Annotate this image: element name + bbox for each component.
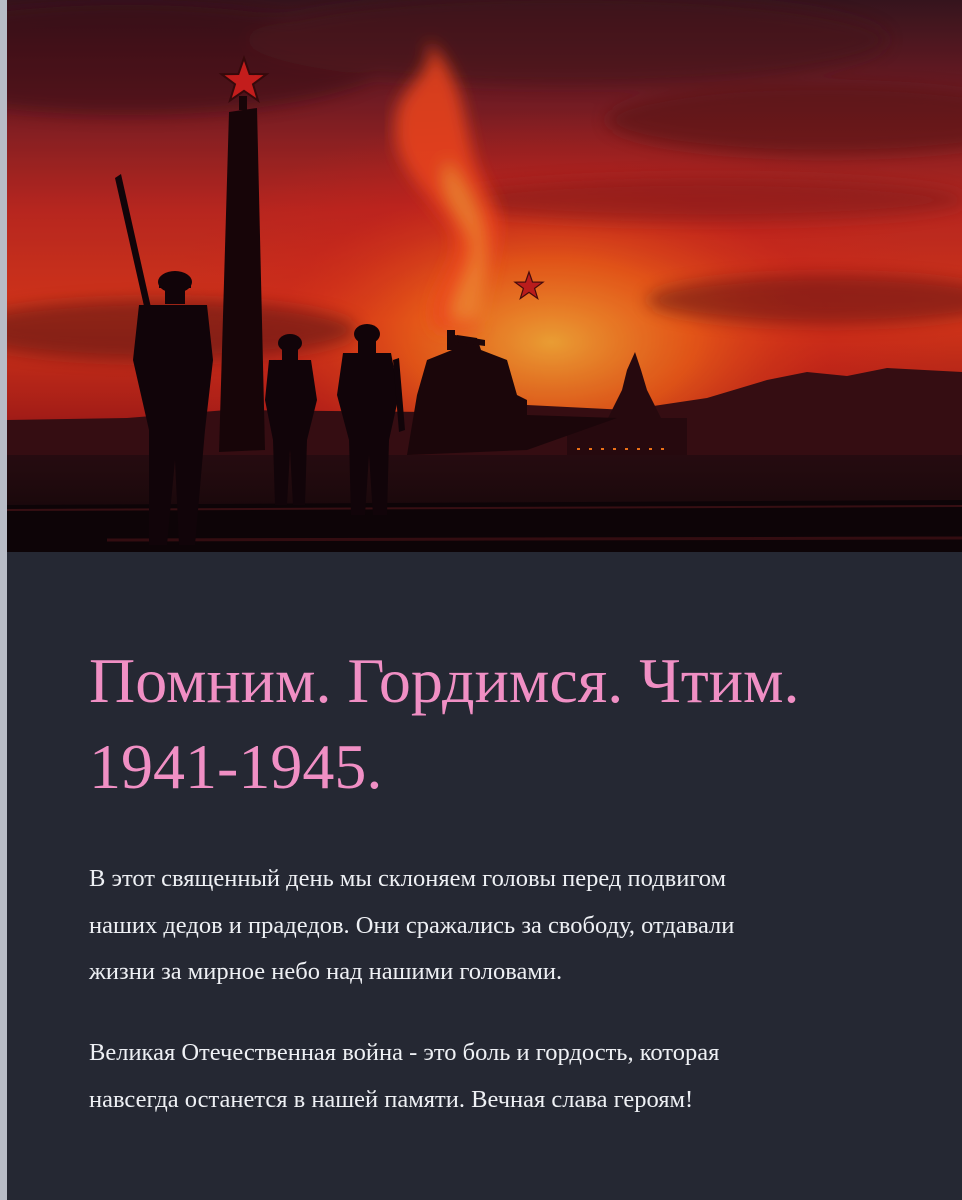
paragraph-line: наших дедов и прадедов. Они сражались за свободу, отдавали bbox=[89, 911, 735, 939]
headline-line-1: Помним. Гордимся. Чтим. bbox=[89, 645, 800, 716]
left-edge-strip bbox=[0, 0, 7, 1200]
paragraph-tribute bbox=[89, 856, 889, 996]
headline-line-2: 1941-1945. bbox=[89, 731, 383, 802]
paragraph-line: жизни за мирное небо над нашими головами. bbox=[89, 958, 563, 985]
paragraph-glory bbox=[89, 1030, 889, 1123]
message-panel bbox=[7, 552, 962, 1200]
hero-image bbox=[7, 0, 962, 552]
paragraph-line: навсегда останется в нашей памяти. Вечная слава героям! bbox=[89, 1085, 694, 1113]
headline bbox=[89, 638, 909, 810]
paragraph-line: В этот священный день мы склоняем головы перед подвигом bbox=[89, 865, 727, 892]
memorial-silhouette-illustration bbox=[7, 0, 962, 552]
paragraph-line: Великая Отечественная война - это боль и гордость, которая bbox=[89, 1039, 720, 1066]
